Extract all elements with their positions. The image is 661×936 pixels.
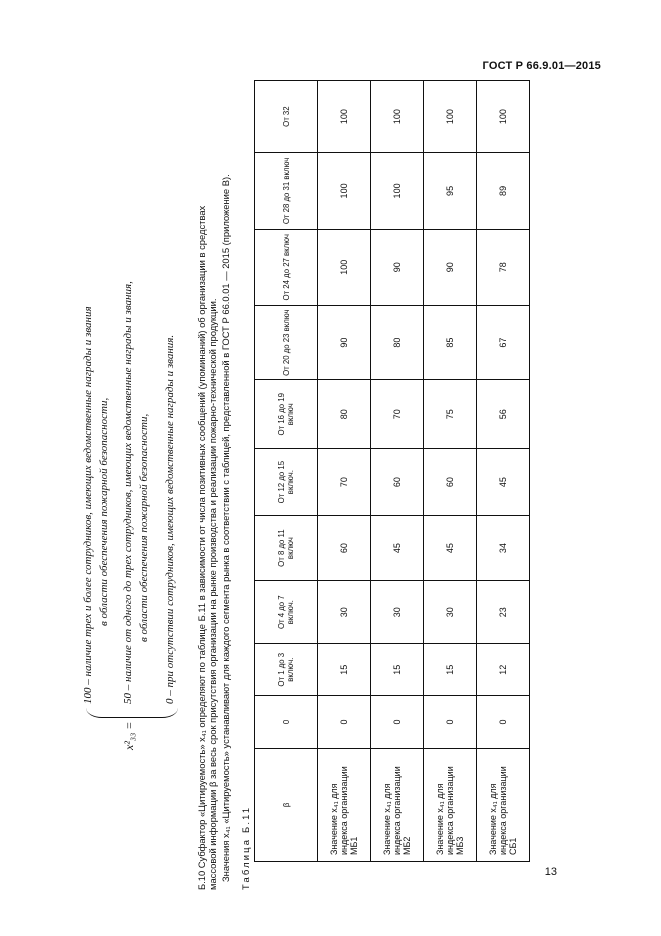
table-cell: 78: [477, 229, 530, 305]
table-header-cell: От 32: [255, 81, 318, 153]
page-number: 13: [544, 866, 557, 878]
table-cell: 75: [424, 380, 477, 449]
table-cell: 80: [318, 380, 371, 449]
table-cell: 30: [424, 581, 477, 644]
formula-lhs: x²₃₃ =: [122, 721, 136, 750]
table-header-cell: От 16 до 19 включ: [255, 380, 318, 449]
table-header-cell: От 4 до 7 включ.: [255, 581, 318, 644]
table-cell: 0: [371, 696, 424, 749]
row-label: Значение x₄₁ для индекса организации МБ3: [424, 748, 477, 861]
table-cell: 80: [371, 305, 424, 379]
table-header-cell: От 28 до 31 включ: [255, 153, 318, 229]
table-label: Таблица Б.11: [240, 805, 251, 890]
document-code: ГОСТ Р 66.9.01—2015: [482, 60, 601, 72]
table-cell: 90: [371, 229, 424, 305]
table-cell: 0: [318, 696, 371, 749]
table-header-cell: От 1 до 3 включ.: [255, 644, 318, 696]
table-cell: 100: [371, 81, 424, 153]
table-cell: 60: [318, 516, 371, 581]
table-row: [424, 81, 477, 862]
formula-case-2-cont: в области обеспечения пожарной безопасности,: [138, 413, 150, 642]
table-header-cell: От 20 до 23 включ: [255, 305, 318, 379]
table-b11: [254, 80, 530, 862]
table-cell: 90: [424, 229, 477, 305]
table-cell: 0: [477, 696, 530, 749]
paragraph-values: Значения x₄₁ «Цитируемость» устанавливают для каждого сегмента рынка в соответствии с таблицей, представленной в ГОСТ Р 66.0.01 — 2015 (приложение В).: [220, 174, 231, 882]
table-cell: 100: [318, 81, 371, 153]
formula-brace: [86, 707, 178, 718]
table-header-cell: От 24 до 27 включ: [255, 229, 318, 305]
table-cell: 85: [424, 305, 477, 379]
table-cell: 30: [371, 581, 424, 644]
table-row: [318, 81, 371, 862]
table-cell: 30: [318, 581, 371, 644]
table-header-cell: От 12 до 15 включ.: [255, 449, 318, 516]
rotated-content: [78, 80, 558, 890]
row-label: Значение x₄₁ для индекса организации СБ1: [477, 748, 530, 861]
table-header-row: [255, 81, 318, 862]
row-label: Значение x₄₁ для индекса организации МБ1: [318, 748, 371, 861]
formula-case-3: 0 – при отсутствии сотрудников, имеющих ведомственные награды и звания.: [164, 334, 176, 704]
table-cell: 12: [477, 644, 530, 696]
table-cell: 95: [424, 153, 477, 229]
table-cell: 45: [424, 516, 477, 581]
table-cell: 100: [371, 153, 424, 229]
table-cell: 56: [477, 380, 530, 449]
formula-case-1: 100 – наличие трех и более сотрудников, имеющих ведомственные награды и звания: [82, 306, 94, 704]
table-cell: 45: [477, 449, 530, 516]
table-cell: 0: [424, 696, 477, 749]
table-cell: 15: [318, 644, 371, 696]
table-cell: 100: [318, 153, 371, 229]
table-cell: 15: [424, 644, 477, 696]
table-row: [371, 81, 424, 862]
table-cell: 89: [477, 153, 530, 229]
table-cell: 70: [318, 449, 371, 516]
table-cell: 34: [477, 516, 530, 581]
table-header-cell: 0: [255, 696, 318, 749]
formula-block: [78, 80, 188, 890]
paragraph-b10-line1: Б.10 Субфактор «Цитируемость» x₄₁ определяют по таблице Б.11 в зависимости от числа позитивных сообщений (упоминаний) об организации в средствах: [196, 205, 207, 890]
formula-case-1-cont: в области обеспечения пожарной безопасности,: [98, 397, 110, 626]
table-cell: 45: [371, 516, 424, 581]
table-header-cell: β: [255, 748, 318, 861]
row-label: Значение x₄₁ для индекса организации МБ2: [371, 748, 424, 861]
table-cell: 23: [477, 581, 530, 644]
table-header-cell: От 8 до 11 включ: [255, 516, 318, 581]
table-cell: 100: [424, 81, 477, 153]
table-cell: 90: [318, 305, 371, 379]
paragraph-b10-line2: массовой информации β за весь срок присутствия организации на рынке производства и реализации пожарно-технической продукции.: [207, 298, 218, 890]
table-cell: 15: [371, 644, 424, 696]
table-cell: 70: [371, 380, 424, 449]
table-cell: 60: [424, 449, 477, 516]
table-cell: 100: [477, 81, 530, 153]
table-cell: 60: [371, 449, 424, 516]
formula-case-2: 50 – наличие от одного до трех сотрудников, имеющих ведомственные награды и звания,: [122, 281, 134, 704]
table-cell: 100: [318, 229, 371, 305]
table-cell: 67: [477, 305, 530, 379]
table-row: [477, 81, 530, 862]
